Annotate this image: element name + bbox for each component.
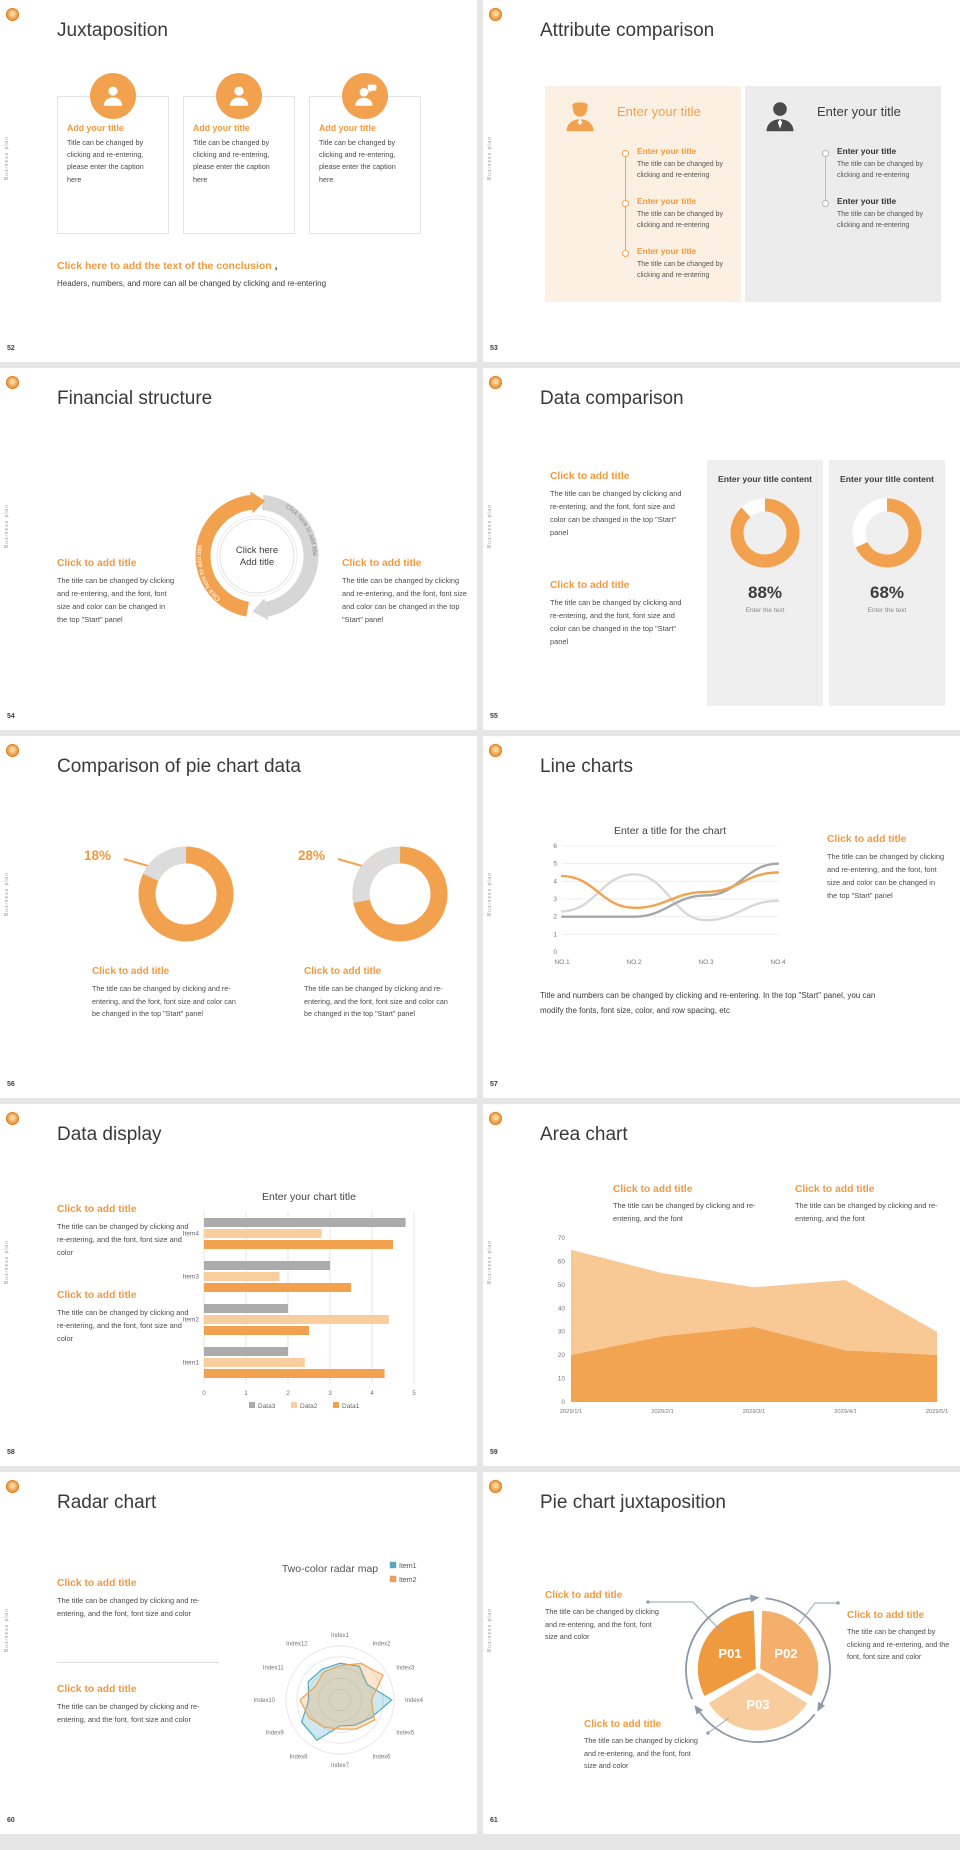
card-body: Title can be changed by clicking and re-entering, please enter the caption here [193, 138, 270, 184]
page-number: 54 [7, 713, 15, 720]
conclusion-comma: , [274, 260, 278, 272]
timeline-item-body: The title can be changed by clicking and re-entering [637, 161, 724, 180]
timeline-line [825, 152, 826, 202]
timeline-dot [622, 250, 629, 257]
block-heading: Click to add title [545, 1590, 623, 1601]
text-block [57, 1578, 225, 1621]
svg-text:10: 10 [557, 1375, 565, 1383]
page-number: 61 [490, 1817, 498, 1824]
svg-text:30: 30 [557, 1328, 565, 1336]
slide-title: Attribute comparison [540, 20, 715, 41]
timeline-item-body: The title can be changed by clicking and re-entering [837, 161, 924, 180]
svg-text:P03: P03 [746, 1697, 770, 1712]
text-block [847, 1610, 955, 1664]
text-block [613, 1184, 771, 1226]
kpi-panel [707, 460, 823, 706]
person-male-icon [761, 98, 799, 136]
timeline-dot [822, 200, 829, 207]
kpi-caption: Enter the text [745, 606, 785, 614]
svg-text:5: 5 [553, 860, 557, 868]
svg-text:NO.1: NO.1 [554, 959, 570, 966]
text-block-left [57, 558, 177, 627]
vertical-label: Business plan [4, 872, 10, 917]
brand-logo-icon [6, 744, 19, 757]
text-block [795, 1184, 953, 1226]
slide-title: Juxtaposition [57, 20, 168, 41]
slide-60[interactable] [0, 1472, 477, 1834]
slide-title: Line charts [540, 756, 633, 777]
slide-title: Pie chart juxtaposition [540, 1492, 726, 1513]
timeline-item [837, 146, 941, 181]
slide-56[interactable] [0, 736, 477, 1098]
block-body: The title can be changed by clicking and re-entering, and the font [795, 1201, 938, 1223]
page-number: 55 [490, 713, 498, 720]
brand-logo-icon [489, 1112, 502, 1125]
page-number: 56 [7, 1081, 15, 1088]
text-block [550, 471, 690, 540]
brand-logo-icon [6, 1112, 19, 1125]
timeline-item [637, 196, 741, 231]
conclusion-heading-text: Click here to add the text of the conclusion [57, 260, 272, 272]
timeline-item-title: Enter your title [637, 246, 697, 256]
slide-title: Financial structure [57, 388, 213, 409]
svg-text:5: 5 [412, 1390, 416, 1397]
timeline-item-title: Enter your title [837, 146, 897, 156]
timeline-item-title: Enter your title [637, 196, 697, 206]
bar-chart [172, 1188, 428, 1424]
timeline-item-title: Enter your title [837, 196, 897, 206]
person-icon [90, 73, 136, 119]
svg-text:4: 4 [370, 1390, 374, 1397]
donut-chart-18 [138, 846, 234, 942]
timeline-dot [822, 150, 829, 157]
svg-text:4: 4 [553, 878, 557, 886]
donut-percent-label: 18% [84, 848, 112, 863]
svg-text:Two-color radar map: Two-color radar map [281, 1563, 379, 1575]
block-heading: Click to add title [827, 834, 907, 845]
svg-text:3: 3 [328, 1390, 332, 1397]
comparison-panel-right [745, 86, 941, 302]
svg-text:Enter your chart title: Enter your chart title [262, 1191, 356, 1203]
block-body: The title can be changed by clicking and re-entering, and the font, font size and color [57, 1596, 200, 1618]
info-card [183, 96, 295, 234]
block-body: The title can be changed by clicking and re-entering, and the font, font size and color can be changed in the top "Start" panel [304, 984, 448, 1019]
brand-logo-icon [489, 376, 502, 389]
block-body: The title can be changed by clicking and re-entering, and the font, font size and color [57, 1308, 189, 1343]
svg-text:NO.3: NO.3 [698, 959, 714, 966]
person-chat-icon [342, 73, 388, 119]
svg-text:Item4: Item4 [182, 1230, 199, 1238]
card-title: Add your title [193, 123, 250, 133]
svg-text:1: 1 [553, 931, 557, 939]
svg-text:0: 0 [553, 949, 557, 956]
block-heading: Click to add title [550, 580, 630, 591]
kpi-value: 88% [747, 582, 783, 602]
svg-text:NO.2: NO.2 [626, 959, 642, 966]
page-number: 53 [490, 345, 498, 352]
timeline-item [637, 246, 741, 281]
vertical-label: Business plan [487, 1240, 493, 1285]
timeline-item-body: The title can be changed by clicking and re-entering [837, 211, 924, 230]
panel-heading: Enter your title content [717, 474, 813, 484]
page-number: 52 [7, 345, 15, 352]
vertical-label: Business plan [487, 504, 493, 549]
line-chart [538, 822, 786, 980]
vertical-label: Business plan [4, 1240, 10, 1285]
svg-text:60: 60 [557, 1258, 565, 1266]
person-icon [216, 73, 262, 119]
kpi-value: 68% [869, 582, 905, 602]
svg-text:Item1: Item1 [182, 1359, 199, 1367]
svg-text:Index4: Index4 [405, 1698, 424, 1704]
donut-percent-label: 28% [298, 848, 326, 863]
timeline-dot [622, 200, 629, 207]
vertical-label: Business plan [4, 136, 10, 181]
vertical-label: Business plan [4, 504, 10, 549]
card-title: Add your title [319, 123, 376, 133]
svg-text:50: 50 [557, 1281, 565, 1289]
text-block [550, 580, 690, 649]
card-body: Title can be changed by clicking and re-entering, please enter the caption here [319, 138, 396, 184]
page-number: 58 [7, 1449, 15, 1456]
block-body: The title can be changed by clicking and re-entering, and the font, font size and color can be changed in the top "Start" panel [550, 489, 682, 537]
svg-text:Index3: Index3 [396, 1665, 415, 1672]
donut-chart-68 [852, 498, 922, 568]
svg-text:0: 0 [202, 1390, 206, 1397]
brand-logo-icon [6, 376, 19, 389]
card-row [57, 96, 421, 234]
panel-heading: Enter your title [817, 104, 901, 119]
svg-text:Index12: Index12 [286, 1641, 308, 1648]
vertical-label: Business plan [487, 872, 493, 917]
timeline-item-title: Enter your title [637, 146, 697, 156]
svg-text:Item2: Item2 [399, 1577, 417, 1584]
text-block [304, 966, 456, 1021]
area-chart [531, 1222, 949, 1428]
svg-text:20: 20 [557, 1352, 565, 1360]
footnote: Title and numbers can be changed by clicking and re-entering. In the top "Start" panel, you can modify the fonts, font size, color, and row spacing, etc [540, 991, 876, 1016]
vertical-label: Business plan [487, 1608, 493, 1653]
svg-text:Enter a title for the chart: Enter a title for the chart [613, 825, 727, 837]
page-number: 57 [490, 1081, 498, 1088]
svg-text:Click here to add title: Click here to add title [195, 544, 222, 603]
slide-53[interactable] [483, 0, 960, 362]
info-card [309, 96, 421, 234]
slide-54[interactable] [0, 368, 477, 730]
slide-title: Data comparison [540, 388, 684, 409]
timeline-item [837, 196, 941, 231]
svg-text:P01: P01 [718, 1646, 742, 1661]
svg-text:Index5: Index5 [396, 1730, 415, 1737]
block-heading: Click to add title [57, 1204, 137, 1215]
svg-text:Index6: Index6 [372, 1754, 391, 1761]
svg-text:Item3: Item3 [182, 1273, 199, 1281]
svg-text:Data3: Data3 [258, 1403, 276, 1410]
svg-text:2029/2/1: 2029/2/1 [651, 1409, 674, 1415]
panel-heading: Enter your title [617, 104, 701, 119]
slide-57[interactable] [483, 736, 960, 1098]
text-block [545, 1590, 659, 1644]
block-body: The title can be changed by clicking and re-entering, and the font, font size and color can be changed in the top "Start" panel [342, 576, 467, 624]
slide-55[interactable] [483, 368, 960, 730]
card-title: Add your title [67, 123, 124, 133]
block-heading: Click to add title [584, 1719, 662, 1730]
radar-chart [238, 1554, 453, 1824]
conclusion-heading [57, 260, 278, 272]
donut-chart-28 [352, 846, 448, 942]
panel-heading: Enter your title content [839, 474, 935, 484]
slide-61[interactable] [483, 1472, 960, 1834]
kpi-caption: Enter the text [867, 606, 907, 614]
block-heading: Click to add title [847, 1610, 925, 1621]
svg-text:0: 0 [561, 1399, 565, 1406]
brand-logo-icon [6, 1480, 19, 1493]
block-body: The title can be changed by clicking and re-entering, and the font, font size and color can be changed in the top "Start" panel [827, 852, 945, 900]
block-heading: Click to add title [550, 471, 630, 482]
block-heading: Click to add title [304, 966, 382, 977]
svg-text:2029/3/1: 2029/3/1 [742, 1409, 766, 1415]
block-heading: Click to add title [57, 1578, 137, 1589]
svg-text:P02: P02 [774, 1646, 798, 1661]
svg-text:2: 2 [553, 913, 557, 921]
svg-text:2: 2 [286, 1390, 290, 1397]
timeline-dot [622, 150, 629, 157]
kpi-panel [829, 460, 945, 706]
divider-line [57, 1662, 219, 1663]
block-heading: Click to add title [795, 1184, 875, 1195]
page-number: 59 [490, 1449, 498, 1456]
svg-text:Data2: Data2 [300, 1403, 318, 1410]
slide-title: Comparison of pie chart data [57, 756, 301, 777]
brand-logo-icon [489, 8, 502, 21]
svg-text:Item2: Item2 [182, 1316, 199, 1324]
block-body: The title can be changed by clicking and re-entering, and the font, font size and color can be changed in the top "Start" panel [550, 598, 682, 646]
info-card [57, 96, 169, 234]
slide-59[interactable] [483, 1104, 960, 1466]
comparison-panel-left [545, 86, 741, 302]
block-body: The title can be changed by clicking and re-entering, and the font, font size and color [847, 1627, 950, 1662]
slide-title: Area chart [540, 1124, 628, 1145]
text-block [92, 966, 244, 1021]
timeline-item-body: The title can be changed by clicking and re-entering [637, 261, 724, 280]
block-heading: Click to add title [613, 1184, 693, 1195]
block-heading: Click to add title [92, 966, 170, 977]
text-block [584, 1719, 702, 1773]
svg-text:Click here: Click here [235, 545, 279, 556]
donut-chart-88 [730, 498, 800, 568]
svg-text:70: 70 [557, 1235, 565, 1242]
slide-52[interactable] [0, 0, 477, 362]
brand-logo-icon [489, 1480, 502, 1493]
block-heading: Click to add title [57, 1684, 137, 1695]
vertical-label: Business plan [4, 1608, 10, 1653]
svg-text:Index2: Index2 [372, 1641, 391, 1648]
timeline-item [637, 146, 741, 181]
text-block-right [342, 558, 468, 627]
conclusion-body: Headers, numbers, and more can all be changed by clicking and re-entering [57, 279, 327, 288]
page-number: 60 [7, 1817, 15, 1824]
svg-text:NO.4: NO.4 [770, 959, 786, 966]
vertical-label: Business plan [487, 136, 493, 181]
slide-title: Data display [57, 1124, 162, 1145]
block-heading: Click to add title [57, 1290, 137, 1301]
svg-text:40: 40 [557, 1305, 565, 1313]
svg-text:Index7: Index7 [330, 1763, 350, 1769]
slide-58[interactable] [0, 1104, 477, 1466]
svg-text:Data1: Data1 [342, 1403, 360, 1410]
svg-text:2029/4/1: 2029/4/1 [834, 1409, 857, 1415]
timeline-item-body: The title can be changed by clicking and re-entering [637, 211, 724, 230]
svg-text:Click here to add title: Click here to add title [283, 503, 319, 557]
card-body: Title can be changed by clicking and re-entering, please enter the caption here [67, 138, 144, 184]
slide-title: Radar chart [57, 1492, 157, 1513]
block-body: The title can be changed by clicking and re-entering, and the font, font size and color [57, 1702, 200, 1724]
svg-text:Item1: Item1 [399, 1563, 417, 1570]
block-body: The title can be changed by clicking and re-entering, and the font, font size and color [57, 1222, 189, 1257]
text-block [827, 834, 947, 903]
block-heading: Click to add title [57, 558, 137, 569]
svg-text:2029/5/1: 2029/5/1 [925, 1409, 949, 1415]
block-body: The title can be changed by clicking and re-entering, and the font, font size and color [584, 1736, 698, 1771]
svg-text:Index11: Index11 [262, 1665, 284, 1672]
brand-logo-icon [489, 744, 502, 757]
svg-text:2029/1/1: 2029/1/1 [559, 1409, 583, 1415]
svg-text:3: 3 [553, 896, 557, 903]
svg-text:Index1: Index1 [330, 1633, 350, 1639]
block-body: The title can be changed by clicking and re-entering, and the font [613, 1201, 756, 1223]
block-body: The title can be changed by clicking and re-entering, and the font, font size and color [545, 1607, 659, 1642]
svg-text:6: 6 [553, 843, 557, 850]
brand-logo-icon [6, 8, 19, 21]
text-block [57, 1684, 225, 1727]
person-female-icon [561, 98, 599, 136]
block-heading: Click to add title [342, 558, 422, 569]
svg-text:1: 1 [244, 1390, 248, 1397]
svg-text:Index9: Index9 [265, 1730, 284, 1737]
block-body: The title can be changed by clicking and re-entering, and the font, font size and color can be changed in the top "Start" panel [57, 576, 175, 624]
svg-text:Add title: Add title [239, 557, 275, 568]
svg-text:Index8: Index8 [289, 1754, 308, 1761]
cycle-arrows-diagram [182, 476, 332, 636]
svg-text:Index10: Index10 [253, 1698, 275, 1704]
block-body: The title can be changed by clicking and re-entering, and the font, font size and color can be changed in the top "Start" panel [92, 984, 236, 1019]
